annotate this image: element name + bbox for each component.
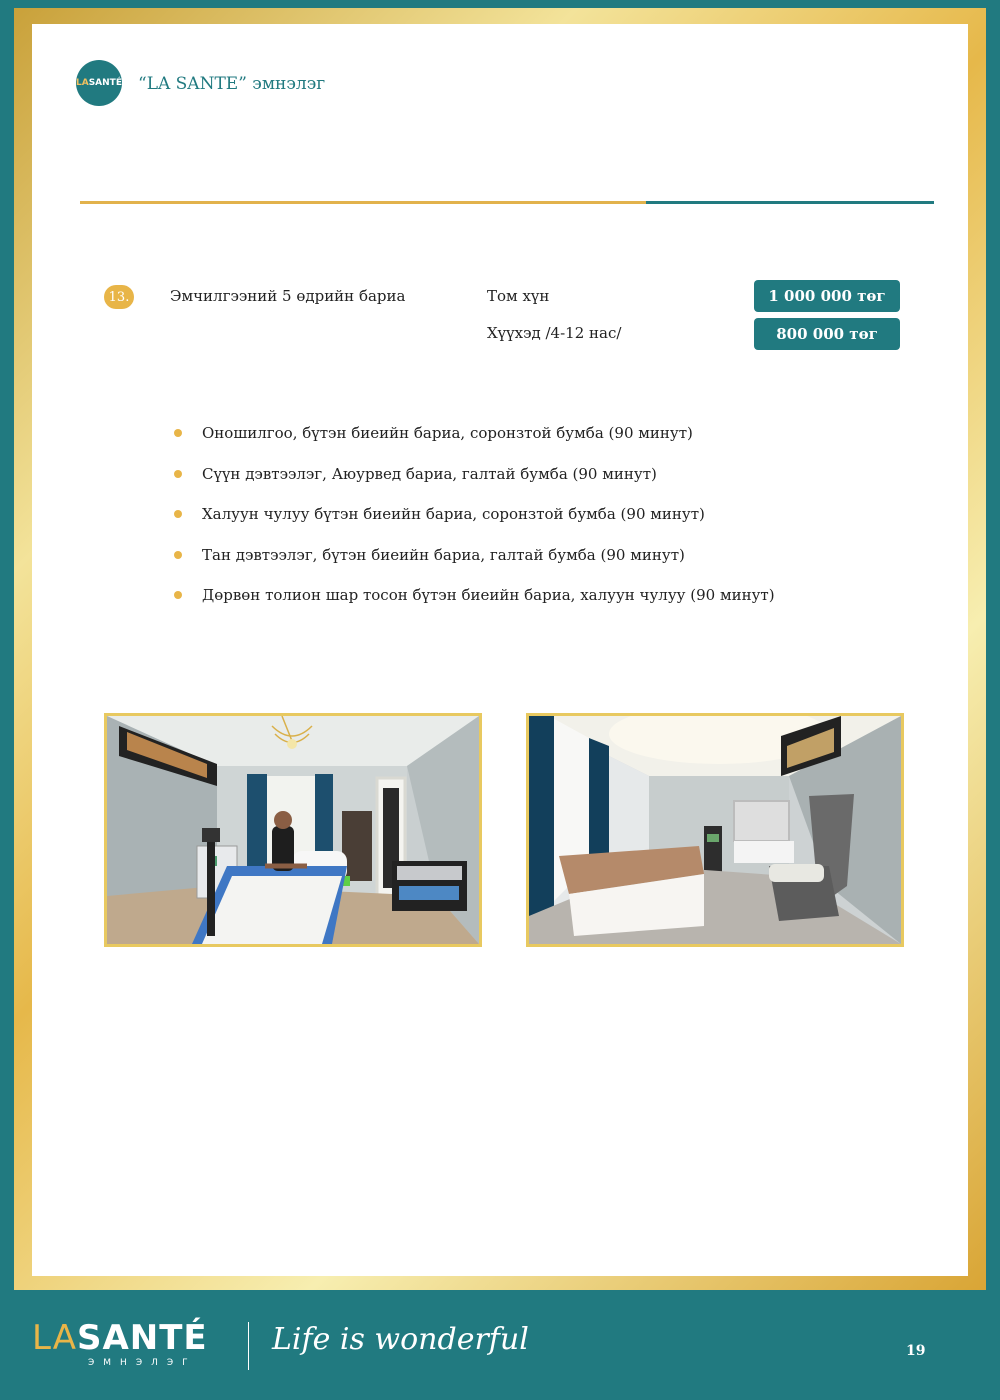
list-item: Тан дэвтээлэг, бүтэн биеийн бариа, галтай бумба (90 минут): [172, 544, 775, 585]
footer-logo-la: LA: [32, 1318, 77, 1358]
massage-room-photo: [104, 713, 482, 947]
footer-logo-sante: SANTÉ: [76, 1318, 208, 1358]
list-item: Сүүн дэвтээлэг, Аюурвед бариа, галтай бумба (90 минут): [172, 463, 775, 504]
divider-gold: [80, 201, 646, 204]
header-title: “LA SANTE” эмнэлэг: [138, 74, 326, 94]
service-name: Эмчилгээний 5 өдрийн бариа: [170, 287, 406, 305]
child-price-tag: 800 000 төг: [754, 318, 900, 350]
page-sheet: [32, 24, 968, 1276]
header-logo-la: LA: [76, 78, 89, 88]
footer-logo-subtitle: ЭМНЭЛЭГ: [88, 1358, 197, 1368]
page-number: 19: [906, 1343, 926, 1359]
footer-slogan: Life is wonderful: [272, 1322, 529, 1357]
child-label: Хүүхэд /4-12 нас/: [487, 324, 622, 342]
footer-logo: [32, 1318, 208, 1358]
footer-divider: [248, 1322, 249, 1370]
feature-list: [172, 422, 775, 625]
treatment-room-photo: [526, 713, 904, 947]
service-number-badge: 13.: [104, 285, 134, 309]
header-logo: [76, 60, 122, 106]
divider-teal: [646, 201, 934, 204]
header-logo-sante: SANTÉ: [88, 78, 122, 88]
list-item: Оношилгоо, бүтэн биеийн бариа, соронзтой бумба (90 минут): [172, 422, 775, 463]
list-item: Халуун чулуу бүтэн биеийн бариа, соронзтой бумба (90 минут): [172, 503, 775, 544]
list-item: Дөрвөн толион шар тосон бүтэн биеийн бариа, халуун чулуу (90 минут): [172, 584, 775, 625]
adult-label: Том хүн: [487, 287, 550, 305]
adult-price-tag: 1 000 000 төг: [754, 280, 900, 312]
